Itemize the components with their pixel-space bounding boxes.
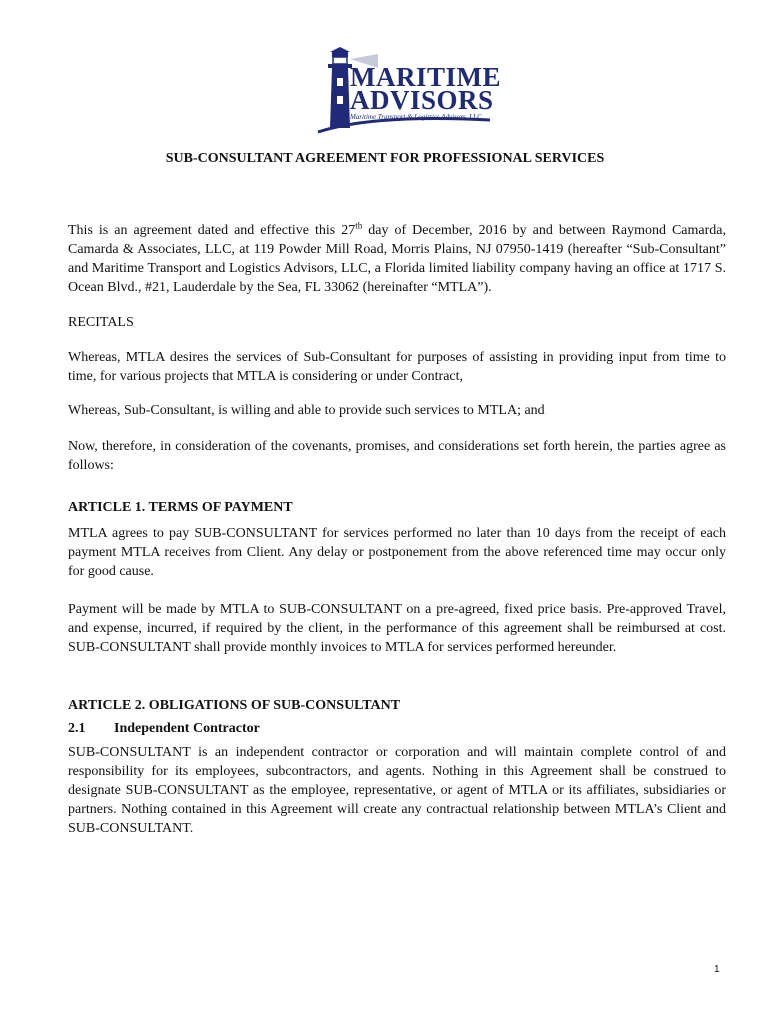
recital-paragraph-2: Whereas, Sub-Consultant, is willing and able to provide such services to MTLA; and — [68, 403, 545, 418]
recital-paragraph-3: Now, therefore, in consideration of the covenants, promises, and considerations set forth herein, the parties agree as follows: — [68, 439, 726, 473]
intro-paragraph — [68, 221, 726, 297]
article-1-heading: ARTICLE 1. TERMS OF PAYMENT — [68, 500, 293, 515]
recitals-heading: RECITALS — [68, 315, 134, 330]
intro-text-post: day of December, 2016 by and between Raymond Camarda, Camarda & Associates, LLC, at 119 Powder Mill Road, Morris Plains, NJ 07950-1419 (hereafter “Sub-Consultant” and Maritime Transport and Logistics Advisors, LLC, a Florida limited liability company having an office at 1717 S. Ocean Blvd., #21, Lauderdale by the Sea, FL 33062 (hereinafter “MTLA”). — [68, 223, 727, 295]
section-title: Independent Contractor — [114, 721, 260, 736]
document-title: SUB-CONSULTANT AGREEMENT FOR PROFESSIONAL SERVICES — [165, 151, 605, 166]
section-number: 2.1 — [68, 721, 86, 736]
article-1-paragraph-1: MTLA agrees to pay SUB-CONSULTANT for services performed no later than 10 days from the receipt of each payment MTLA receives from Client. Any delay or postponement from the above referenced time may occur only for good cause. — [68, 526, 726, 579]
logo-tagline: Maritime Transport & Logistics Advisors, LLC — [350, 113, 482, 121]
article-2-heading: ARTICLE 2. OBLIGATIONS OF SUB-CONSULTANT — [68, 698, 401, 713]
recital-paragraph-1: Whereas, MTLA desires the services of Sub-Consultant for purposes of assisting in providing input from time to time, for various projects that MTLA is considering or under Contract, — [68, 350, 726, 384]
logo-wordmark — [350, 62, 501, 122]
logo-line-1: MARITIME — [350, 62, 501, 92]
intro-text-pre: This is an agreement dated and effective this 27 — [68, 223, 356, 238]
page-number: 1 — [714, 964, 720, 975]
article-1-paragraph-2: Payment will be made by MTLA to SUB-CONSULTANT on a pre-agreed, fixed price basis. Pre-approved Travel, and expense, incurred, if required by the client, in the performance of this agreement shall be reimbursed at cost. SUB-CONSULTANT shall provide monthly invoices to MTLA for services performed hereunder. — [68, 602, 726, 655]
intro-superscript: th — [355, 220, 363, 231]
article-2-paragraph-1: SUB-CONSULTANT is an independent contractor or corporation and will maintain complete control of and responsibility for its employees, subcontractors, and agents. Nothing in this Agreement shall be construed to designate SUB-CONSULTANT as the employee, representative, or agent of MTLA or its affiliates, subsidiaries or partners. Nothing contained in this Agreement will create any contractual relationship between MTLA’s Client and SUB-CONSULTANT. — [68, 745, 726, 836]
logo-line-2: ADVISORS — [350, 85, 494, 115]
section-2-1-heading — [68, 721, 260, 737]
